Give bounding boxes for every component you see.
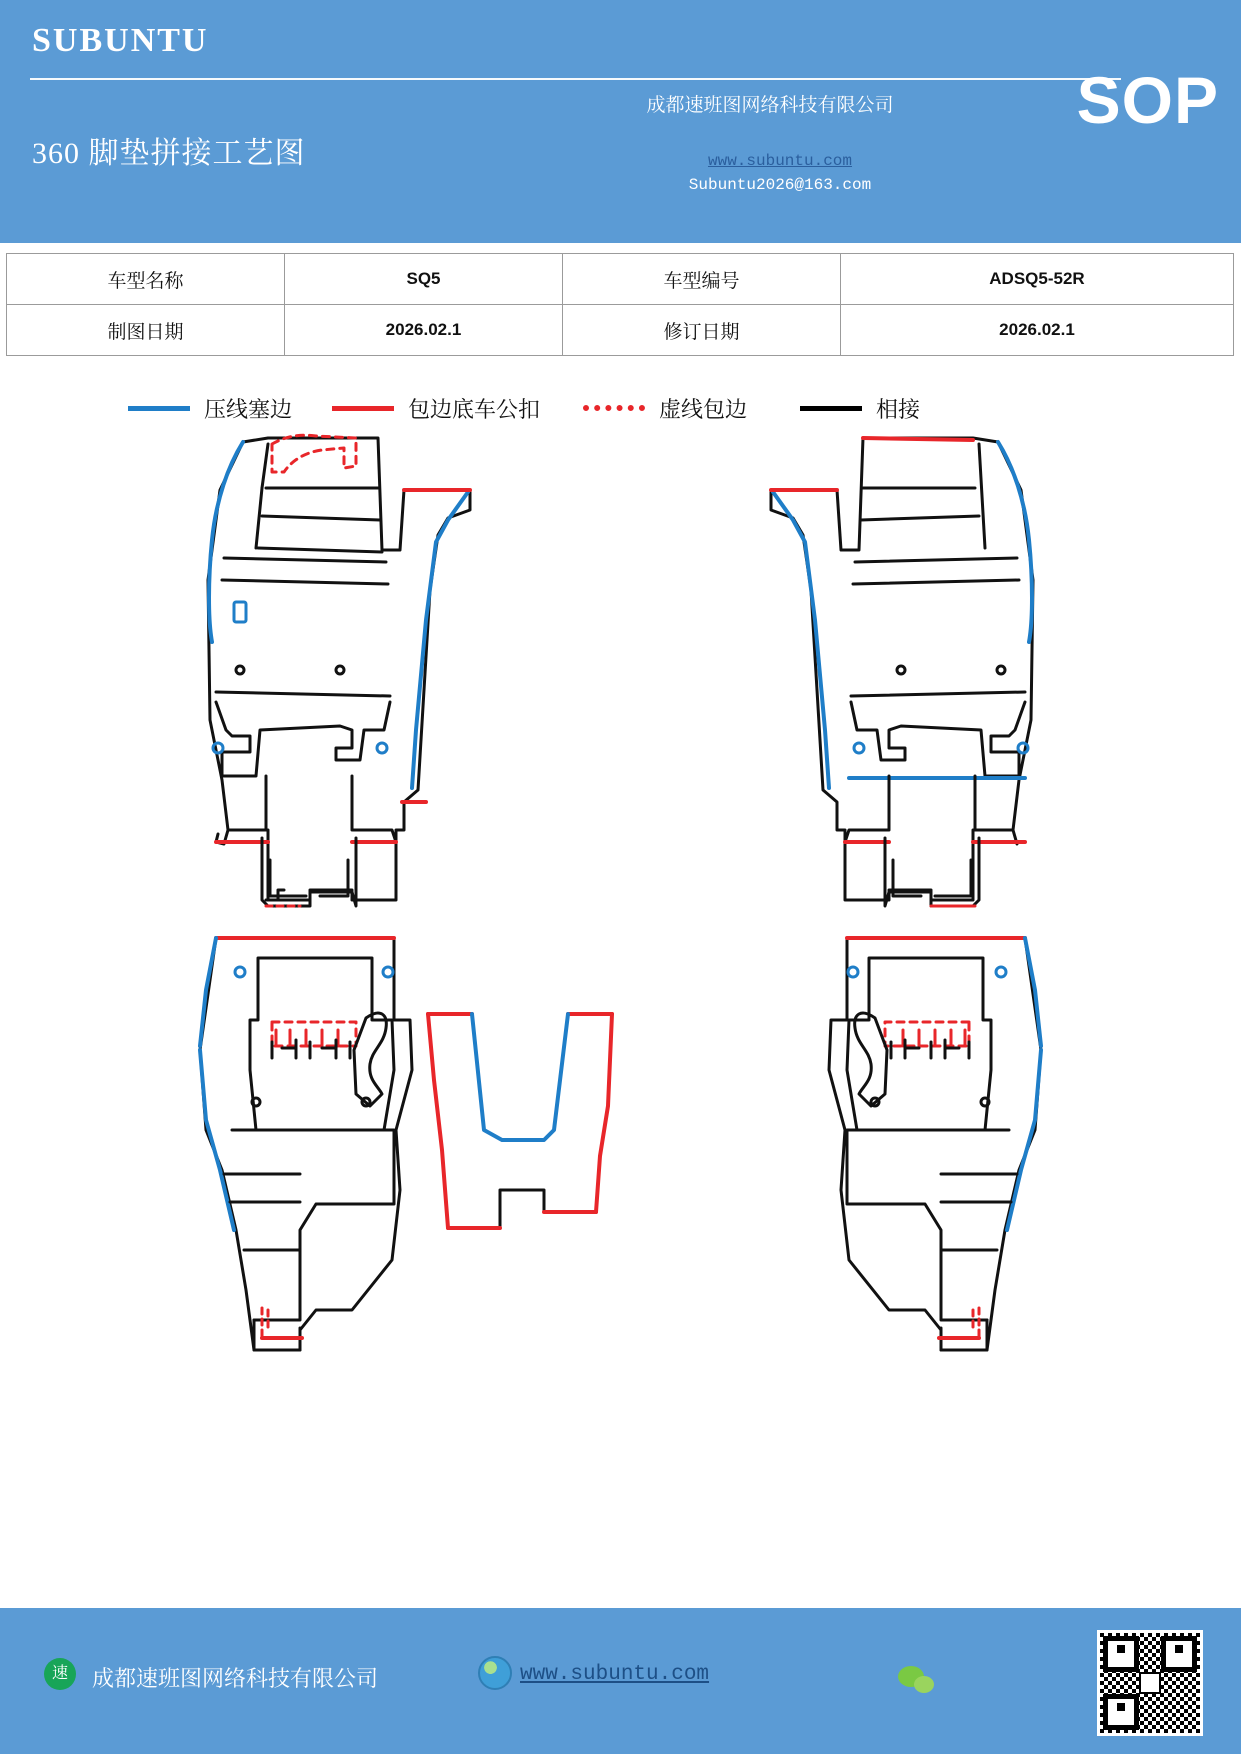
footer-company-name: 成都速班图网络科技有限公司: [92, 1666, 379, 1691]
front-right-mat: [771, 438, 1033, 906]
footer-website-link[interactable]: www.subuntu.com: [520, 1663, 710, 1686]
legend-item-press-edge: [128, 388, 292, 428]
header-divider: [30, 78, 1121, 80]
legend-swatch-black-line: [800, 406, 862, 411]
legend-swatch-blue-line: [128, 406, 190, 411]
legend-swatch-dotted-line: [583, 405, 645, 411]
brand-logo: SUBUNTU: [32, 22, 209, 59]
value-model-name: SQ5: [285, 254, 563, 305]
label-model-name: 车型名称: [7, 254, 285, 305]
qr-code[interactable]: [1097, 1630, 1203, 1736]
company-badge-icon: 速: [44, 1658, 76, 1690]
label-model-code: 车型编号: [563, 254, 841, 305]
header-email: Subuntu2026@163.com: [688, 176, 872, 194]
legend-item-red-binding: [332, 388, 540, 428]
legend-label-press-edge: 压线塞边: [204, 396, 293, 422]
legend-label-joint: 相接: [876, 396, 921, 422]
header-website-link[interactable]: www.subuntu.com: [707, 152, 853, 170]
wechat-icon: [898, 1666, 936, 1696]
value-draw-date: 2026.02.1: [285, 305, 563, 356]
legend-label-red-binding: 包边底车公扣: [408, 396, 541, 422]
header-company-name: 成都速班图网络科技有限公司: [646, 95, 894, 116]
table-row: [7, 305, 1234, 356]
page-header: [0, 0, 1241, 246]
legend-item-dashed-binding: [583, 388, 747, 428]
vehicle-info-table: [6, 253, 1234, 356]
label-revision-date: 修订日期: [563, 305, 841, 356]
sop-label: SOP: [1076, 63, 1219, 137]
center-tunnel-piece: [428, 1014, 612, 1228]
page-title: 360 脚垫拼接工艺图: [32, 137, 306, 170]
legend-swatch-red-line: [332, 406, 394, 411]
rear-right-mat: [829, 938, 1041, 1350]
mat-pattern-drawing: [0, 430, 1241, 1390]
globe-icon: [478, 1656, 512, 1690]
value-model-code: ADSQ5-52R: [841, 254, 1234, 305]
table-row: [7, 254, 1234, 305]
page-footer: [0, 1605, 1241, 1754]
pattern-svg: [0, 430, 1241, 1390]
rear-left-mat: [200, 938, 412, 1350]
label-draw-date: 制图日期: [7, 305, 285, 356]
legend-label-dashed-binding: 虚线包边: [659, 396, 748, 422]
value-revision-date: 2026.02.1: [841, 305, 1234, 356]
legend: [0, 388, 1241, 428]
legend-item-joint: [800, 388, 920, 428]
front-left-mat: [208, 435, 470, 906]
